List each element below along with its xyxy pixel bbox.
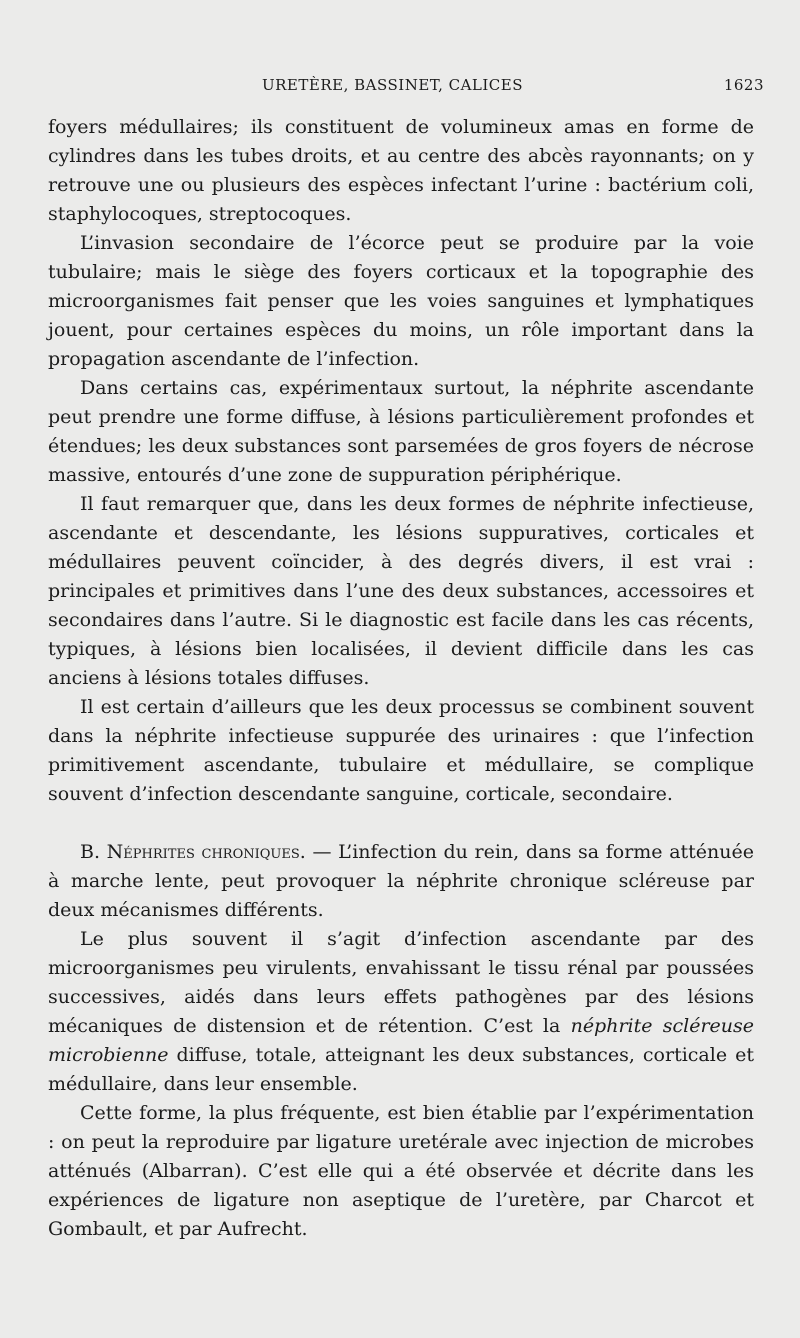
italic-term: néphrite scléreuse microbienne [48, 1015, 754, 1066]
section-chronic-nephritis [48, 838, 754, 925]
running-head [48, 76, 764, 100]
section-intro-text: — L’infection du rein, dans sa forme atténuée à marche lente, peut provoquer la néphrite chronique scléreuse par deux mécanismes différents. [48, 841, 754, 921]
paragraph-continued: foyers médullaires; ils constituent de volumineux amas en forme de cylindres dans les tubes droits, et au centre des abcès rayonnants; on y retrouve une ou plusieurs des espèces infectant l’urine : bactérium coli, staphylocoques, streptocoques. [48, 116, 754, 225]
running-title: URETÈRE, BASSINET, CALICES [262, 76, 523, 94]
paragraph-cortex-invasion: L’invasion secondaire de l’écorce peut se produire par la voie tubulaire; mais le siège des foyers corticaux et la topographie des microorganismes fait penser que les voies sanguines et lymphatiques jouent, pour certaines espèces du moins, un rôle important dans la propagation ascendante de l’infection. [48, 232, 754, 370]
paragraph-coincidence: Il faut remarquer que, dans les deux formes de néphrite infectieuse, ascendante et descendante, les lésions suppuratives, corticales et médullaires peuvent coïncider, à des degrés divers, il est vrai : principales et primitives dans l’une des deux substances, accessoires et secondaires dans l’autre. Si le diagnostic est facile dans les cas récents, typiques, à lésions bien localisées, il devient difficile dans les cas anciens à lésions totales diffuses. [48, 493, 754, 689]
paragraph-ascending-infection: Le plus souvent il s’agit d’infection ascendante par des microorganismes peu virulents, envahissant le tissu rénal par poussées successives, aidés dans leurs effets pathogènes par des lésions mécaniques de distension et de rétention. C’est la néphrite scléreuse microbienne diffuse, totale, atteignant les deux substances, corticale et médullaire, dans leur ensemble. [48, 928, 754, 1095]
paragraph-experimental: Cette forme, la plus fréquente, est bien établie par l’expérimentation : on peut la reproduire par ligature uretérale avec injection de microbes atténués (Albarran). C’est elle qui a été observée et décrite dans les expériences de ligature non aseptique de l’uretère, par Charcot et Gombault, et par Aufrecht. [48, 1102, 754, 1240]
paragraph-combined-processes: Il est certain d’ailleurs que les deux processus se combinent souvent dans la néphrite infectieuse suppurée des urinaires : que l’infection primitivement ascendante, tubulaire et médullaire, se complique souvent d’infection descendante sanguine, corticale, secondaire. [48, 696, 754, 805]
paragraph-diffuse-form: Dans certains cas, expérimentaux surtout, la néphrite ascendante peut prendre une forme diffuse, à lésions particulièrement profondes et étendues; les deux substances sont parsemées de gros foyers de nécrose massive, entourés d’une zone de suppuration périphérique. [48, 377, 754, 486]
body-text [48, 113, 754, 1244]
page-number: 1623 [723, 76, 764, 94]
section-heading: B. Néphrites chroniques. [80, 841, 306, 863]
